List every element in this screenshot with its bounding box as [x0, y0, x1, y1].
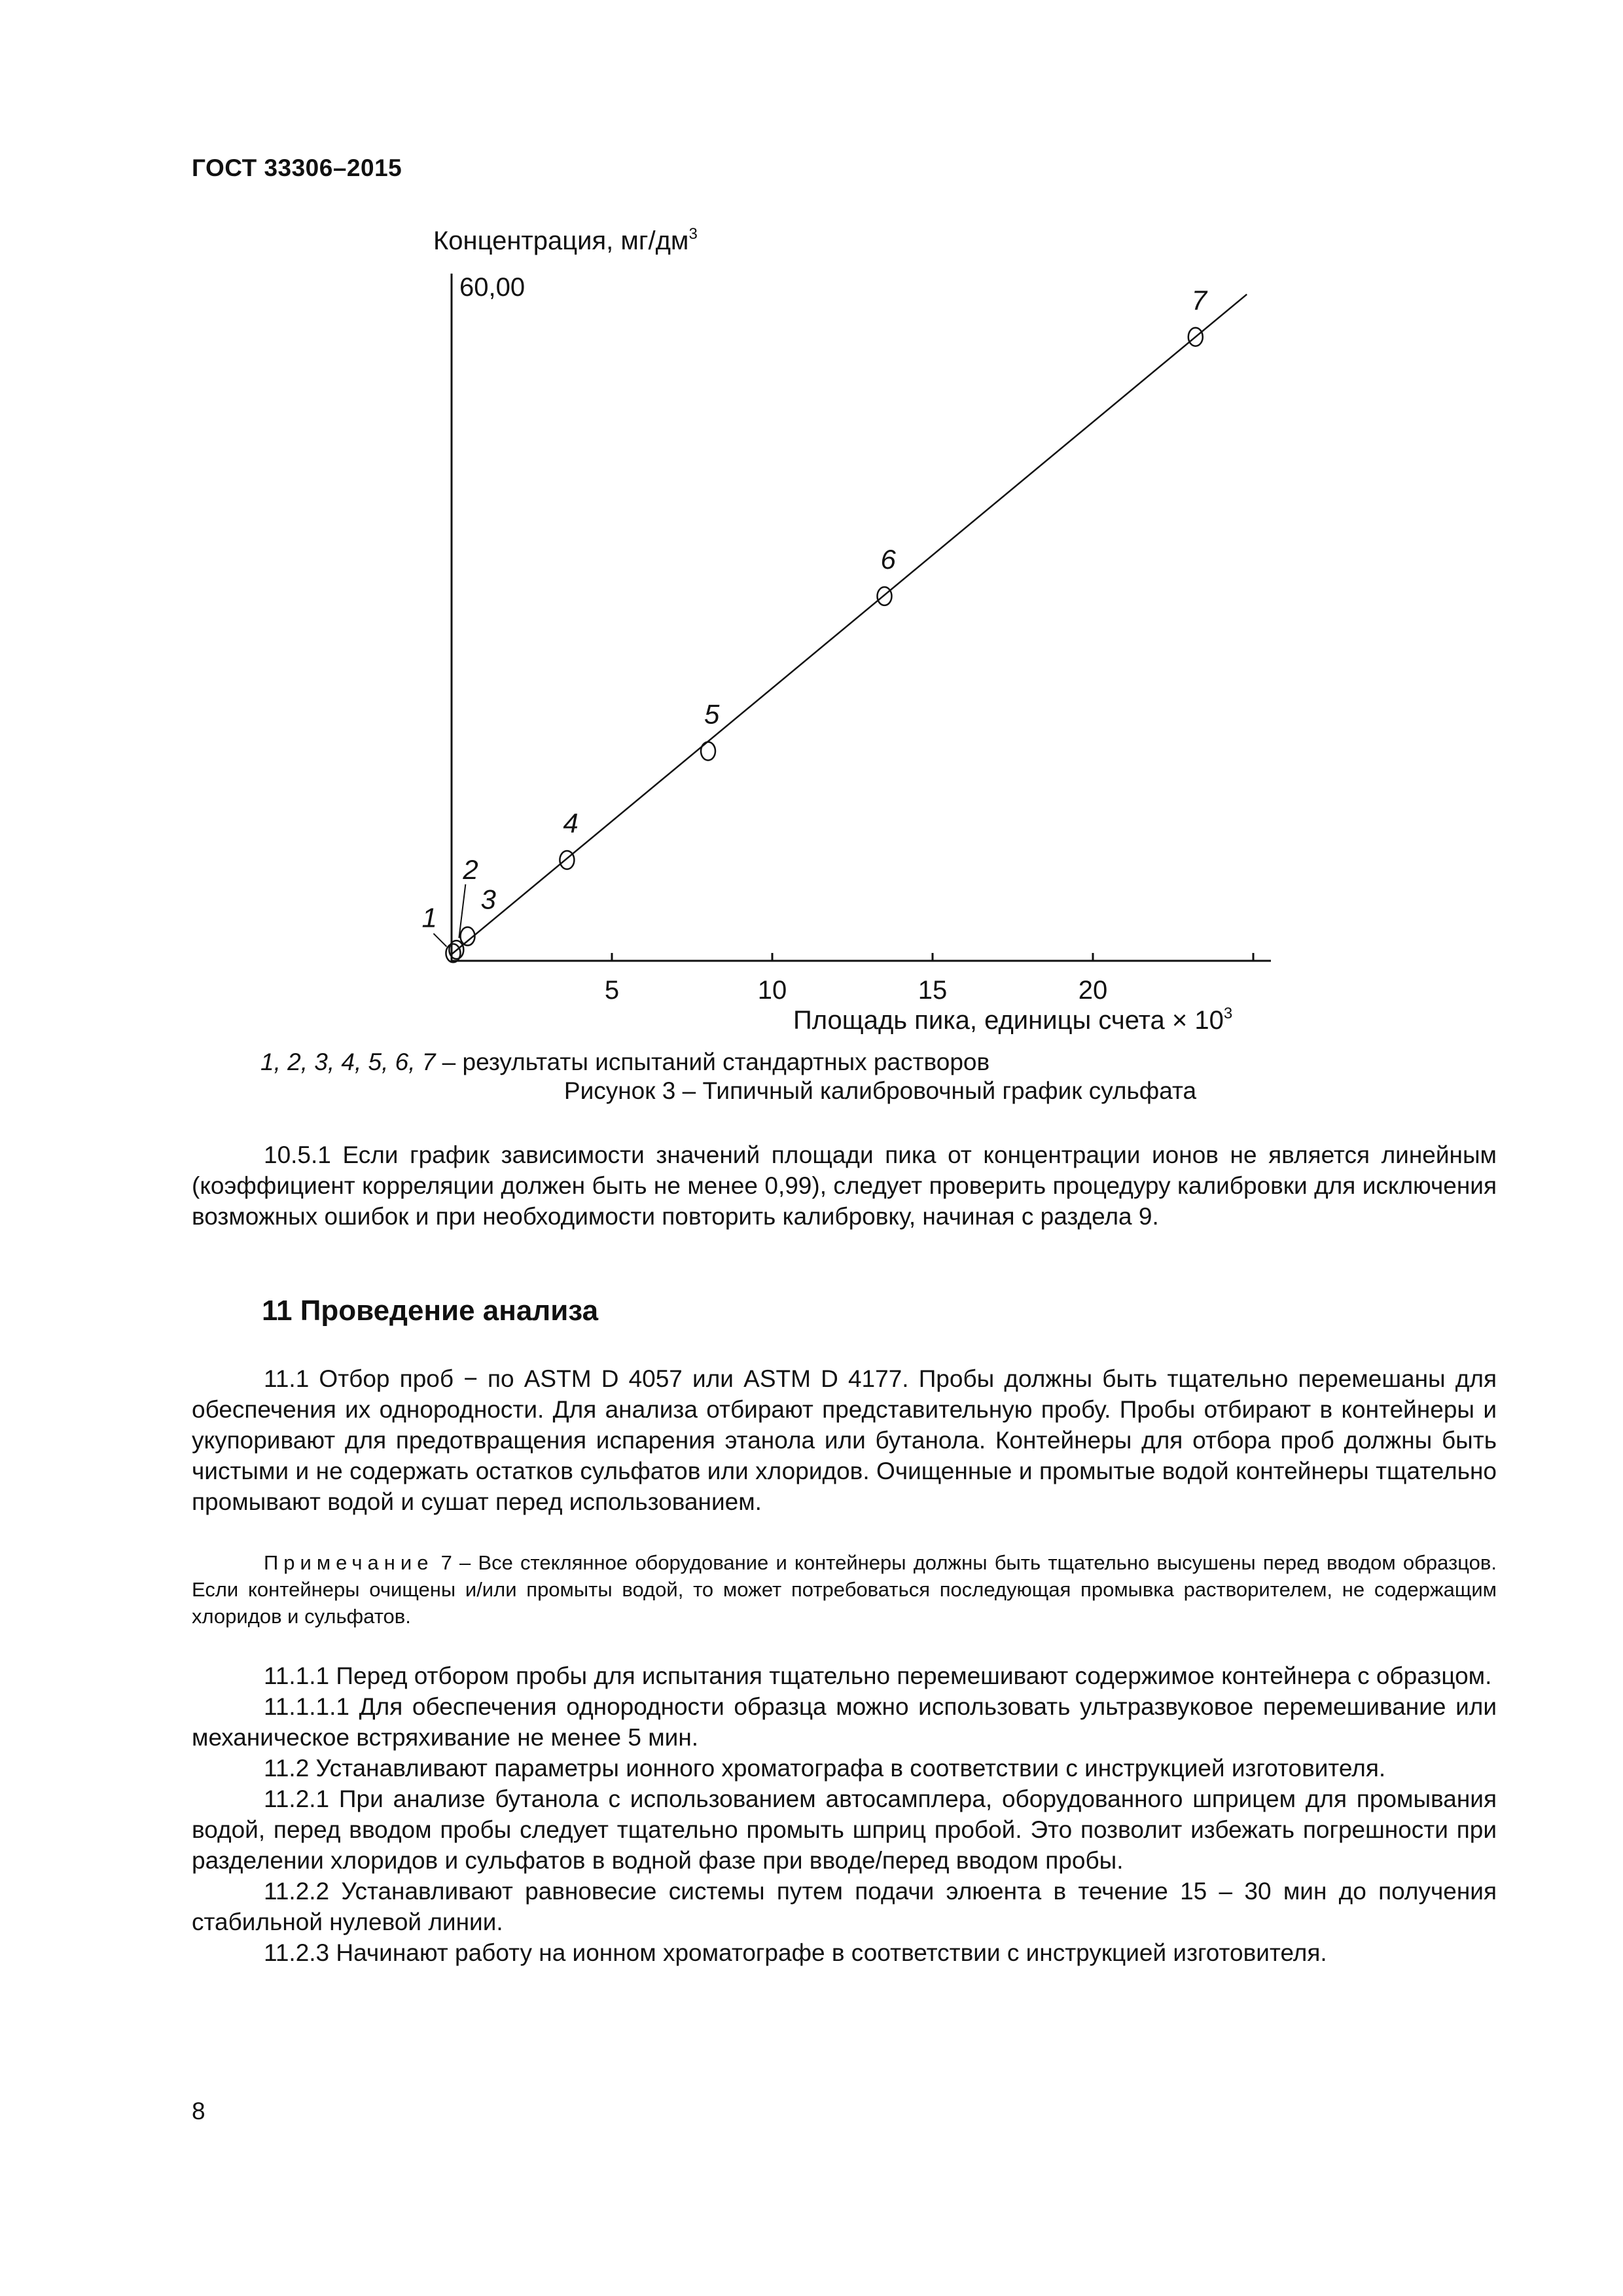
x-tick-label-10: 10	[757, 976, 787, 1005]
paragraph-11-2: 11.2 Устанавливают параметры ионного хроматографа в соответствии с инструкцией изготовителя.	[264, 1755, 1386, 1782]
note-text: 7 – Все стеклянное оборудование и контейнеры должны быть тщательно высушены перед вводом образцов. Если контейнеры очищены и/или промыты водой, то может потребоваться последующая промывка растворителем, не содержащим хлоридов и сульфатов.	[192, 1551, 1497, 1628]
paragraphs-11-1-1-to-11-2-3	[192, 1660, 1497, 1968]
data-point-label-6: 6	[880, 543, 896, 575]
data-point-label-7: 7	[1191, 284, 1207, 315]
data-points	[421, 285, 1207, 963]
paragraph-10-5-1: 10.5.1 Если график зависимости значений площади пика от концентрации ионов не является линейным (коэффициент корреляции должен быть не менее 0,99), следует проверить процедуру калибровки для исключения возможных ошибок и при необходимости повторить калибровку, начиная с раздела 9.	[192, 1141, 1497, 1230]
paragraph-11-2-2: 11.2.2 Устанавливают равновесие системы путем подачи элюента в течение 15 – 30 мин до получения стабильной нулевой линии.	[192, 1878, 1497, 1935]
x-tick-label-15: 15	[918, 976, 948, 1005]
data-point-label-2: 2	[463, 854, 478, 886]
calibration-chart	[0, 0, 1623, 1060]
data-point-label-5: 5	[704, 698, 720, 730]
x-tick-label-5: 5	[604, 976, 620, 1005]
paragraph-11-2-3: 11.2.3 Начинают работу на ионном хроматографе в соответствии с инструкцией изготовителя.	[264, 1939, 1327, 1966]
data-point-6	[878, 587, 892, 605]
note-label: Примечание	[264, 1551, 434, 1574]
data-point-label-3: 3	[480, 884, 496, 915]
y-top-tick-label: 60,00	[459, 273, 526, 302]
legend-numbers: 1, 2, 3, 4, 5, 6, 7	[260, 1049, 436, 1075]
paragraph-11-1: 11.1 Отбор проб − по ASTM D 4057 или ASTM D 4177. Пробы должны быть тщательно перемешаны для обеспечения их однородности. Для анализа отбирают представительную пробу. Пробы отбирают в контейнеры и укупоривают для предотвращения испарения этанола или бутанола. Контейнеры для отбора проб должны быть чистыми и не содержать остатков сульфатов или хлоридов. Очищенные и промытые водой контейнеры тщательно промывают водой и сушат перед использованием.	[192, 1365, 1497, 1515]
figure-caption: Рисунок 3 – Типичный калибровочный график сульфата	[563, 1077, 1197, 1104]
x-axis-label: Площадь пика, единицы счета × $10^3$	[793, 1005, 1233, 1035]
data-point-5	[701, 742, 715, 761]
x-tick-label-20: 20	[1078, 976, 1108, 1005]
data-point-label-1: 1	[421, 902, 437, 933]
legend-text: – результаты испытаний стандартных растворов	[435, 1049, 990, 1075]
leader-line-1	[433, 933, 446, 946]
data-point-4	[560, 851, 574, 869]
paragraph-11-2-1: 11.2.1 При анализе бутанола с использованием автосамплера, оборудованного шприцем для промывания водой, перед вводом пробы следует тщательно промыть шприц пробой. Это позволит избежать погрешности при разделении хлоридов и сульфатов в водной фазе при вводе/перед вводом пробы.	[192, 1785, 1497, 1874]
page-number: 8	[192, 2098, 205, 2125]
data-point-label-4: 4	[563, 807, 579, 838]
paragraph-11-1-1: 11.1.1 Перед отбором пробы для испытания тщательно перемешивают содержимое контейнера с образцом.	[264, 1662, 1492, 1689]
y-axis-label: Концентрация, $мг/дм^3$	[433, 225, 698, 255]
document-code: ГОСТ 33306–2015	[192, 154, 402, 181]
note-7	[192, 1549, 1497, 1630]
figure-legend	[260, 1047, 990, 1077]
paragraph-11-1-1-1: 11.1.1.1 Для обеспечения однородности образца можно использовать ультразвуковое перемешивание или механическое встряхивание не менее 5 мин.	[192, 1693, 1497, 1751]
section-title: 11 Проведение анализа	[262, 1295, 599, 1327]
calibration-line	[452, 295, 1247, 954]
